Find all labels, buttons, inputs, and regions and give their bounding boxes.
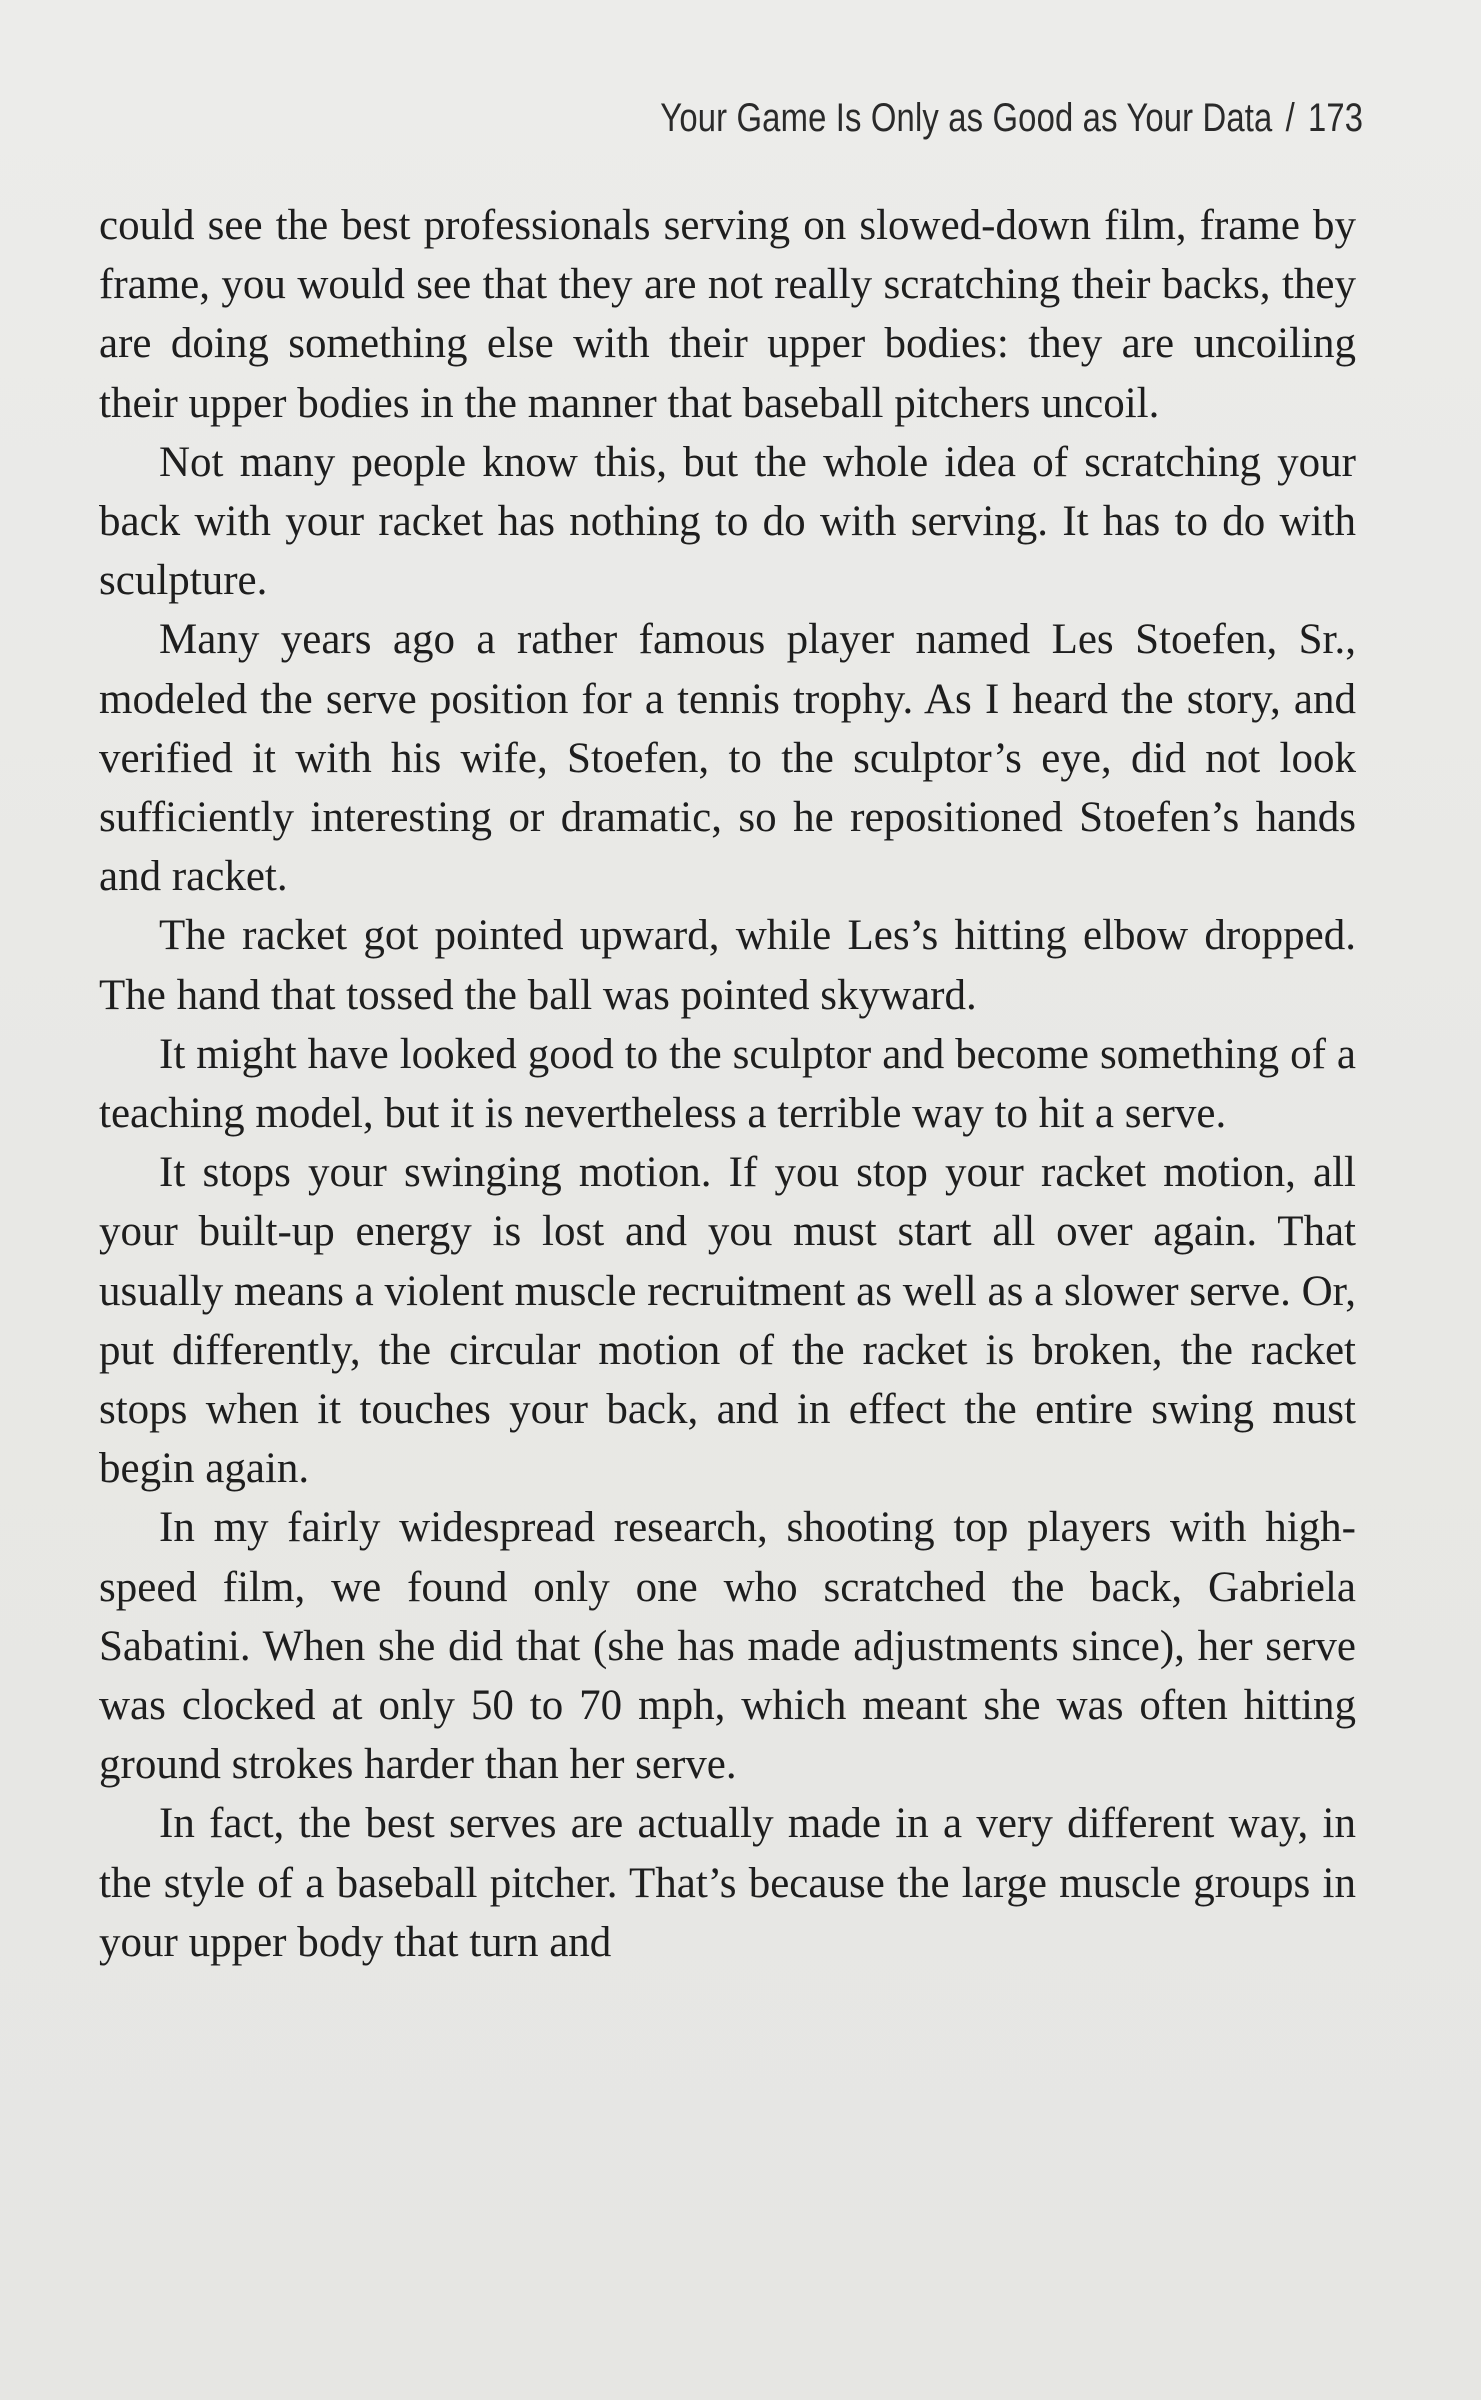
paragraph-1: could see the best professionals serving on slowed-down film, frame by frame, you would see that they are not really scratching their backs, they are doing something else with their upper bodies: they are uncoiling their upper bodies in the manner that baseball pitchers uncoil.	[99, 202, 1356, 427]
header-separator: /	[1285, 96, 1295, 140]
page-number: 173	[1307, 96, 1363, 140]
paragraph-2: Not many people know this, but the whole idea of scratching your back with your racket has nothing to do with serving. It has to do with sculpture.	[99, 438, 1356, 605]
paragraph-6: It stops your swinging motion. If you stop your racket motion, all your built-up energy is lost and you must start all over again. That usually means a violent muscle recruitment as well as a slower serve. Or, put differently, the circular motion of the racket is broken, the racket stops when it touches your back, and in effect the entire swing must begin again.	[99, 1149, 1356, 1493]
paragraph-8: In fact, the best serves are actually made in a very different way, in the style of a baseball pitcher. That’s because the large muscle groups in your upper body that turn and	[99, 1800, 1356, 1966]
paragraph-4: The racket got pointed upward, while Les’s hitting elbow dropped. The hand that tossed the ball was pointed skyward.	[99, 912, 1356, 1019]
paragraph-7: In my fairly widespread research, shooting top players with high-speed film, we found only one who scratched the back, Gabriela Sabatini. When she did that (she has made adjustments since), her serve was clocked at only 50 to 70 mph, which meant she was often hitting ground strokes harder than her serve.	[99, 1504, 1356, 1789]
running-title: Your Game Is Only as Good as Your Data	[660, 96, 1273, 140]
paragraph-3: Many years ago a rather famous player named Les Stoefen, Sr., modeled the serve position for a tennis trophy. As I heard the story, and verified it with his wife, Stoefen, to the sculptor’s eye, did not look sufficiently interesting or dramatic, so he repositioned Stoefen’s hands and racket.	[99, 616, 1356, 901]
running-header	[660, 96, 1363, 141]
body-text	[99, 196, 1356, 1972]
paragraph-5: It might have looked good to the sculptor and become something of a teaching model, but it is nevertheless a terrible way to hit a serve.	[99, 1030, 1356, 1138]
